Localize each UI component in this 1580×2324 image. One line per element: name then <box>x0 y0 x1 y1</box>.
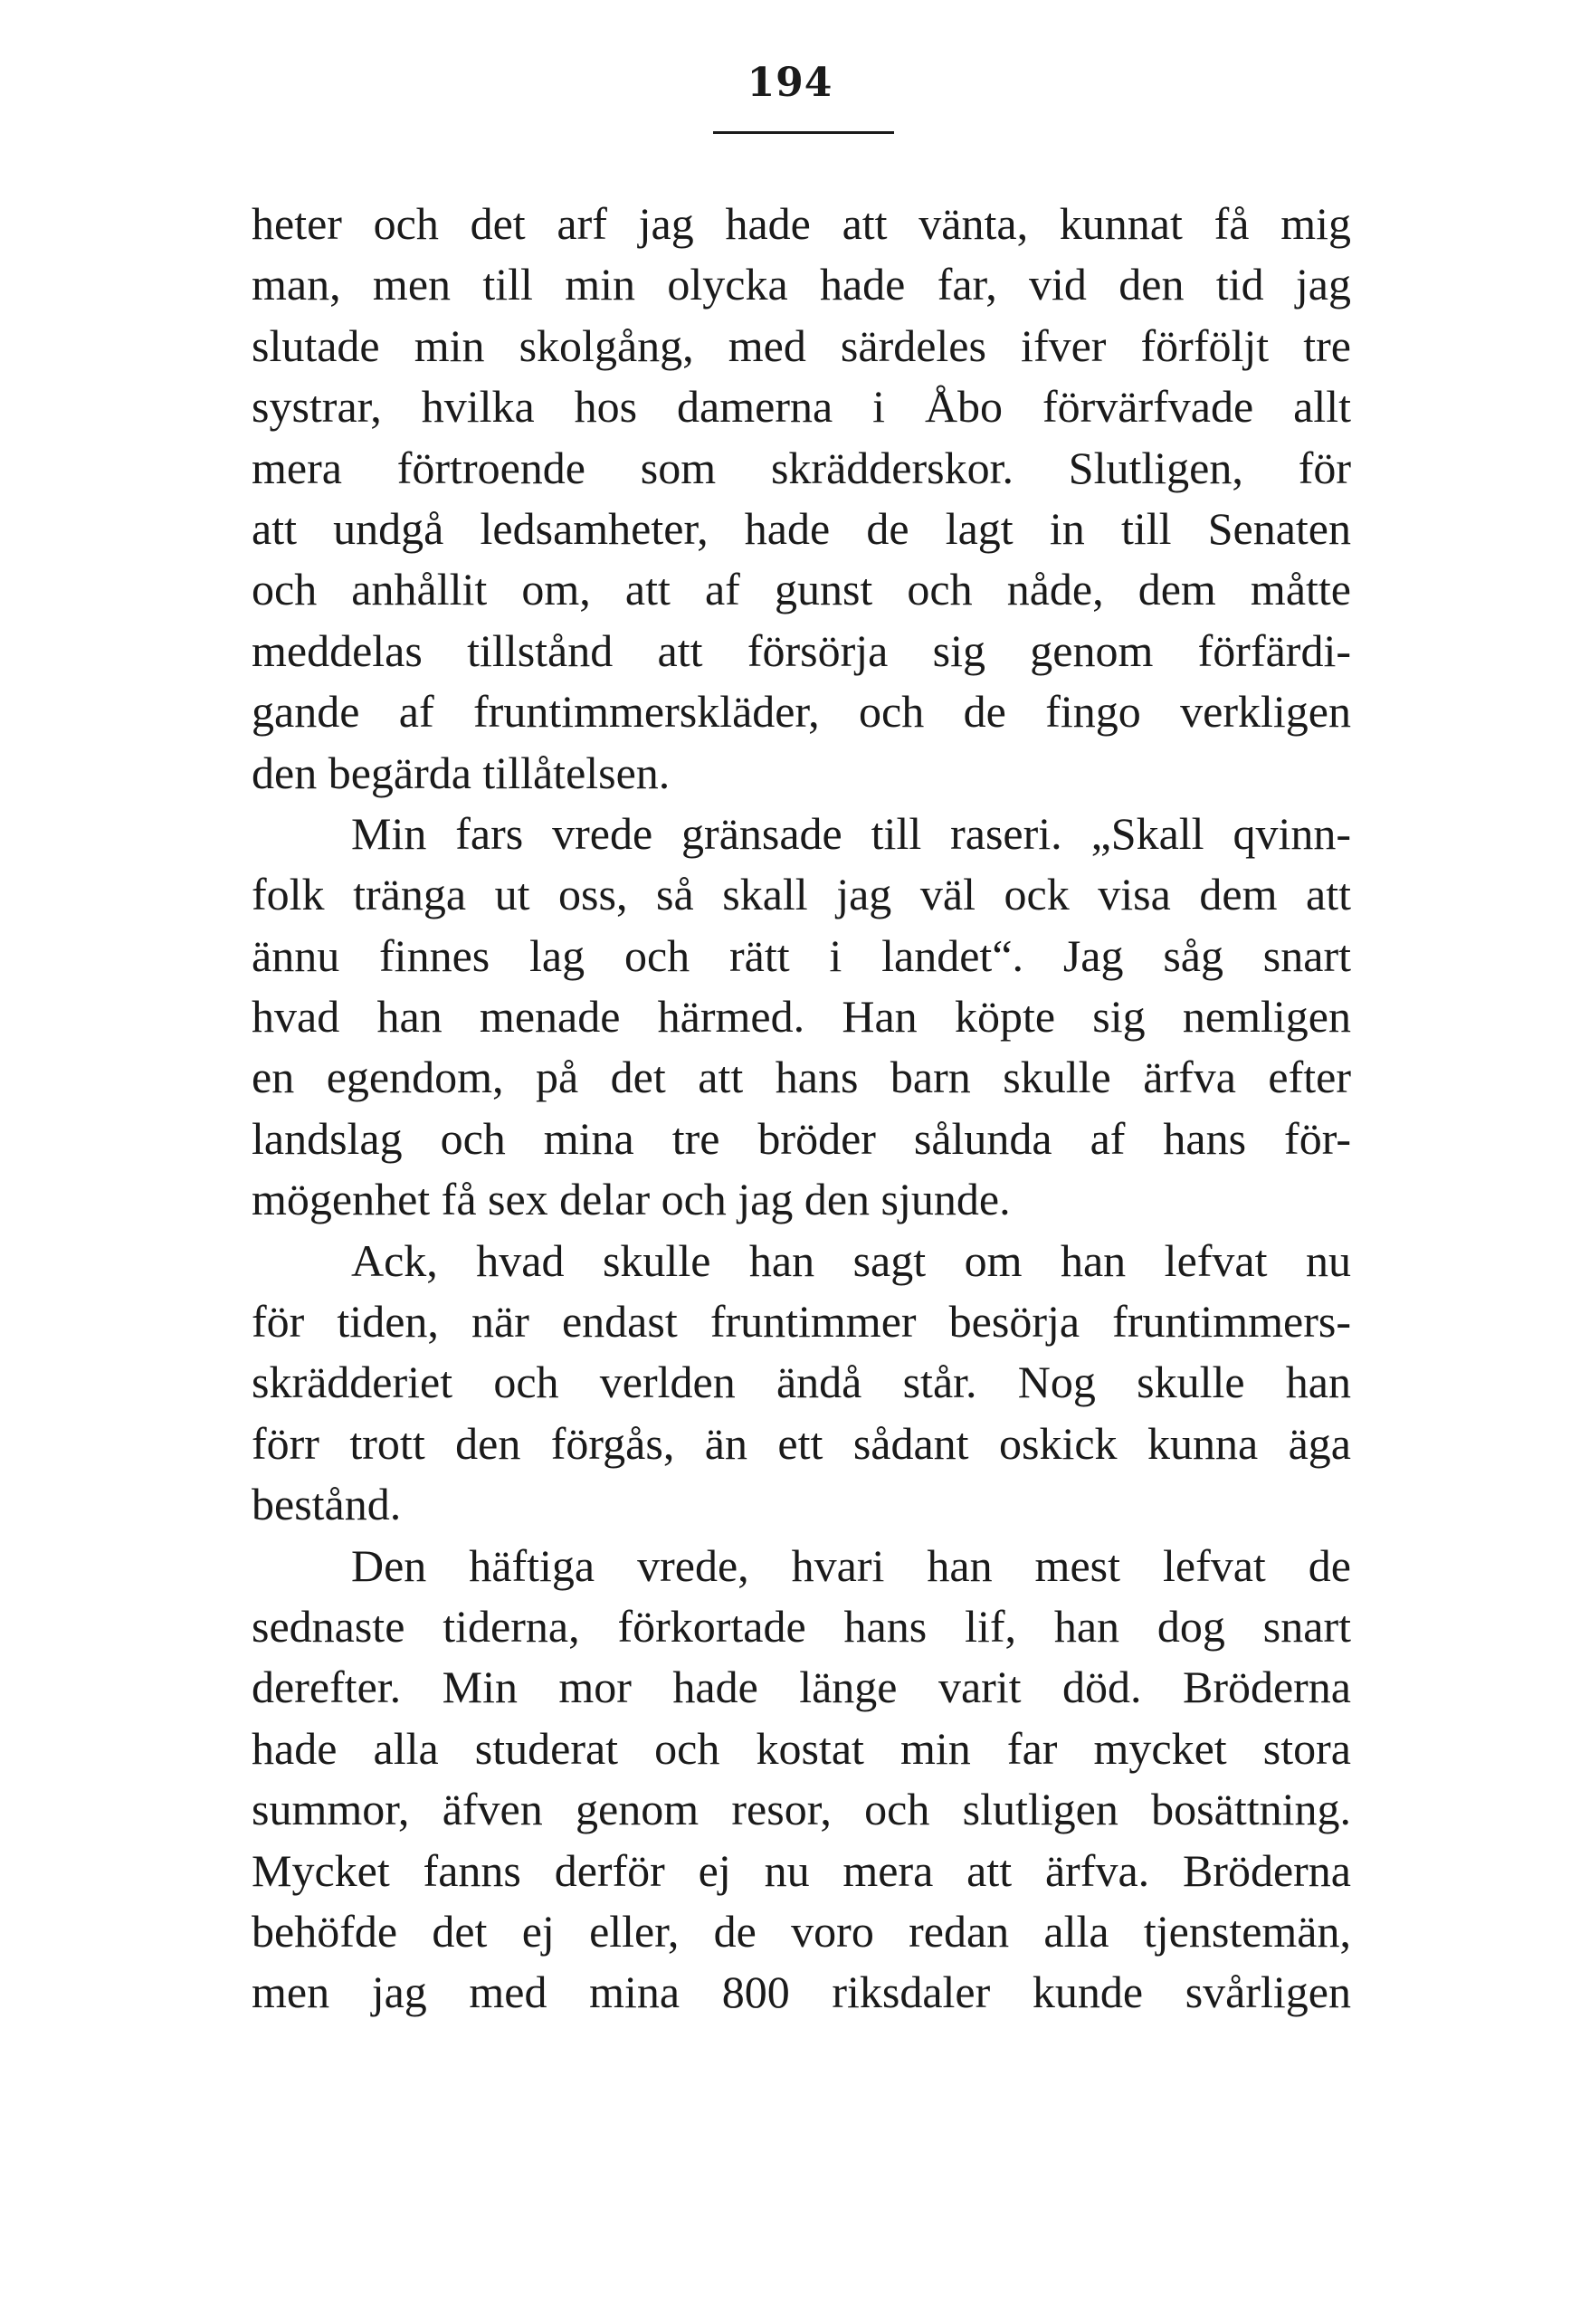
text-line: förr trott den förgås, än ett sådant oskick kunna äga <box>252 1417 1351 1469</box>
paragraph-first-line: Den häftiga vrede, hvari han mest lefvat de <box>351 1539 1351 1591</box>
paragraph-first-line: Ack, hvad skulle han sagt om han lefvat nu <box>351 1234 1351 1286</box>
text-line: att undgå ledsamheter, hade de lagt in till Senaten <box>252 502 1351 554</box>
text-line: men jag med mina 800 riksdaler kunde svårligen <box>252 1967 1351 2018</box>
text-line: meddelas tillstånd att försörja sig genom förfärdi- <box>252 624 1351 676</box>
text-line: och anhållit om, att af gunst och nåde, dem måtte <box>252 564 1351 615</box>
text-line: slutade min skolgång, med särdeles ifver förföljt tre <box>252 319 1351 371</box>
text-line: landslag och mina tre bröder sålunda af hans för- <box>252 1112 1351 1164</box>
text-line: hade alla studerat och kostat min far mycket stora <box>252 1722 1351 1774</box>
body-text <box>252 194 1351 2024</box>
paragraph-first-line: Min fars vrede gränsade till raseri. „Skall qvinn- <box>351 807 1351 859</box>
text-line: skrädderiet och verlden ändå står. Nog skulle han <box>252 1357 1351 1408</box>
text-line: ännu finnes lag och rätt i landet“. Jag såg snart <box>252 929 1351 981</box>
text-line: summor, äfven genom resor, och slutligen bosättning. <box>252 1784 1351 1835</box>
text-line: Mycket fanns derför ej nu mera att ärfva. Bröderna <box>252 1844 1351 1896</box>
text-line: heter och det arf jag hade att vänta, kunnat få mig <box>252 198 1351 249</box>
text-line: derefter. Min mor hade länge varit död. Bröderna <box>252 1662 1351 1713</box>
paragraph-last-line: den begärda tillåtelsen. <box>252 747 671 798</box>
text-line: hvad han menade härmed. Han köpte sig nemligen <box>252 991 1351 1043</box>
text-line: behöfde det ej eller, de voro redan alla tjenstemän, <box>252 1905 1351 1957</box>
text-line: gande af fruntimmerskläder, och de fingo verkligen <box>252 686 1351 738</box>
text-line: en egendom, på det att hans barn skulle ärfva efter <box>252 1052 1351 1103</box>
text-line: för tiden, när endast fruntimmer besörja fruntimmers- <box>252 1296 1351 1348</box>
paragraph-last-line: bestånd. <box>252 1479 402 1530</box>
page-number: 194 <box>747 60 833 106</box>
text-line: folk tränga ut oss, så skall jag väl ock visa dem att <box>252 869 1351 920</box>
text-line: mera förtroende som skrädderskor. Slutligen, för <box>252 442 1351 493</box>
text-line: sednaste tiderna, förkortade hans lif, han dog snart <box>252 1600 1351 1652</box>
text-line: man, men till min olycka hade far, vid den tid jag <box>252 259 1351 310</box>
text-line: systrar, hvilka hos damerna i Åbo förvärfvade allt <box>252 381 1351 433</box>
header-rule <box>713 131 894 134</box>
paragraph-last-line: mögenhet få sex delar och jag den sjunde. <box>252 1174 1011 1225</box>
